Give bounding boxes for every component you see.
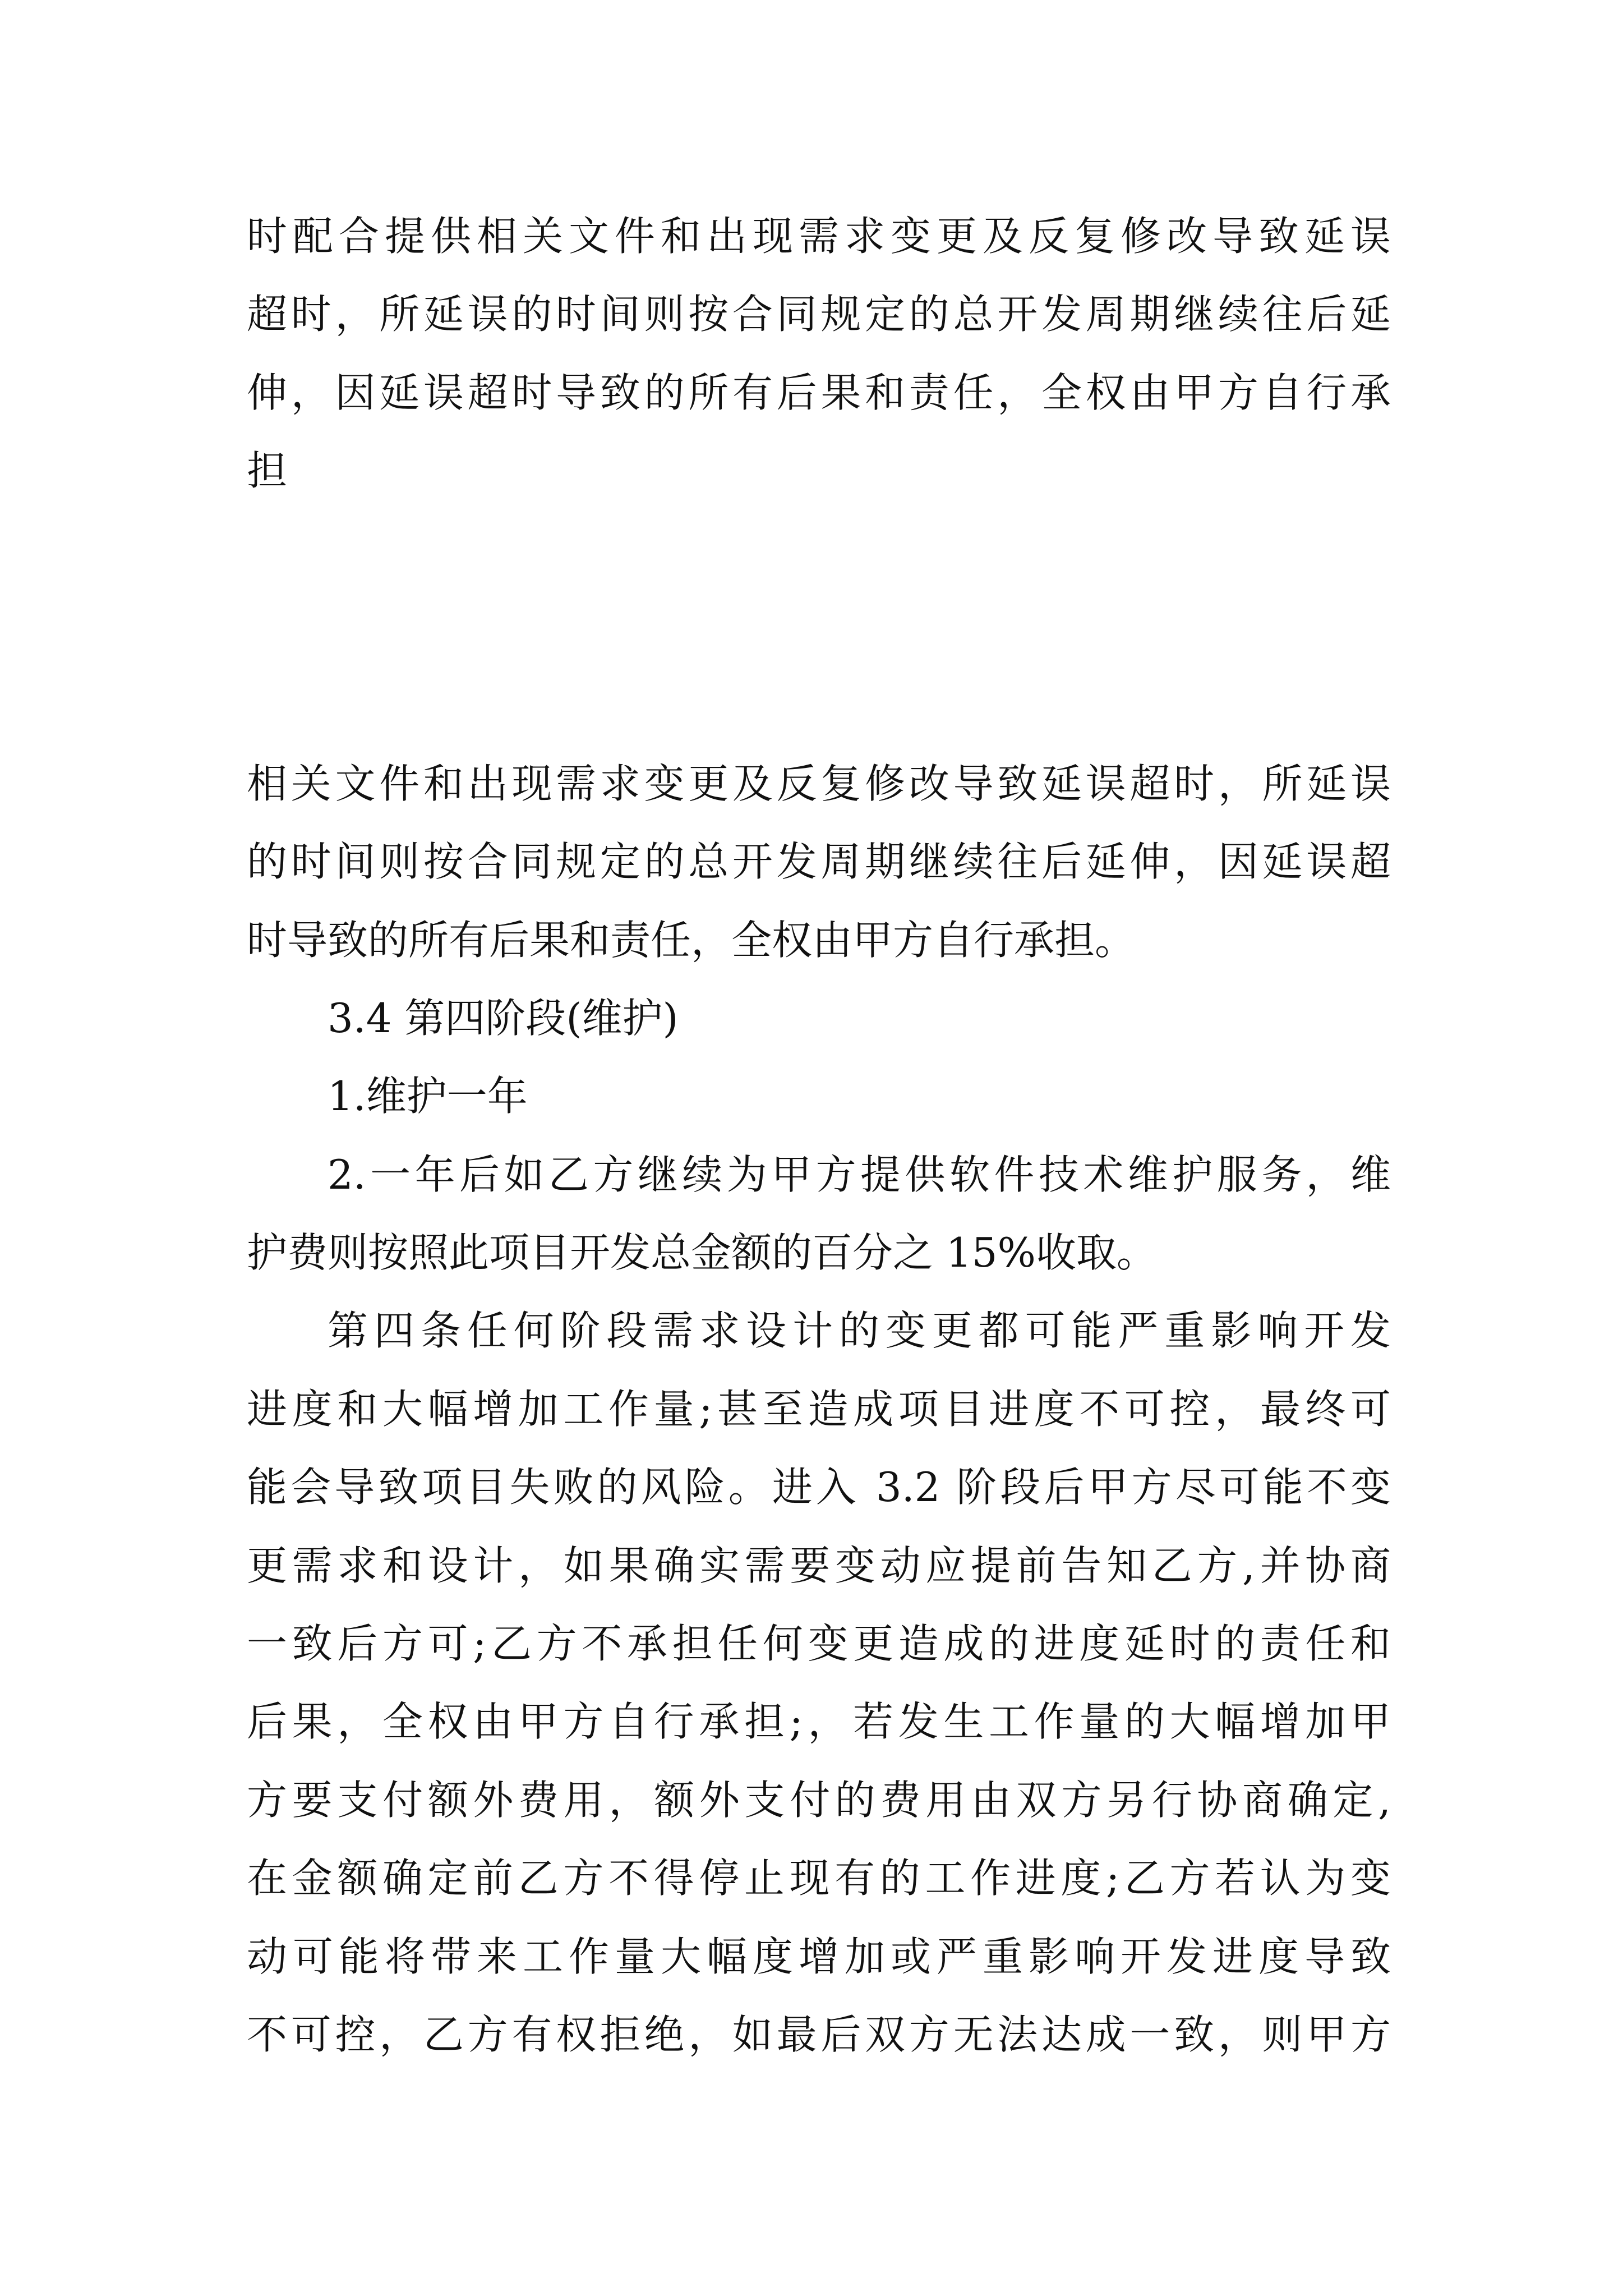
paragraph-line: 不可控，乙方有权拒绝，如最后双方无法达成一致，则甲方 bbox=[247, 2010, 1391, 2058]
paragraph-line: 后果，全权由甲方自行承担;，若发生工作量的大幅增加甲 bbox=[247, 1698, 1391, 1746]
paragraph-line: 动可能将带来工作量大幅度增加或严重影响开发进度导致 bbox=[247, 1932, 1391, 1980]
paragraph-line: 更需求和设计，如果确实需要变动应提前告知乙方,并协商 bbox=[247, 1542, 1391, 1589]
article-4-line: 第四条任何阶段需求设计的变更都可能严重影响开发 bbox=[328, 1307, 1391, 1355]
document-body bbox=[247, 197, 1391, 2074]
paragraph-line: 时导致的所有后果和责任，全权由甲方自行承担。 bbox=[247, 916, 1136, 964]
section-3-3-line bbox=[247, 510, 1391, 588]
paragraph-line: 相关文件和出现需求变更及反复修改导致延误超时，所延误 bbox=[247, 760, 1391, 807]
list-item: 1.维护一年 bbox=[328, 1073, 528, 1120]
paragraph-line: 一致后方可;乙方不承担任何变更造成的进度延时的责任和 bbox=[247, 1620, 1391, 1668]
paragraph-line: 担 bbox=[247, 447, 288, 495]
paragraph-line: 的时间则按合同规定的总开发周期继续往后延伸，因延误超 bbox=[247, 838, 1391, 886]
paragraph-line: 伸，因延误超时导致的所有后果和责任，全权由甲方自行承 bbox=[247, 369, 1391, 416]
paragraph-line: 进度和大幅增加工作量;甚至造成项目进度不可控，最终可 bbox=[247, 1385, 1391, 1433]
list-item: 2.一年后如乙方继续为甲方提供软件技术维护服务，维 bbox=[328, 1151, 1391, 1198]
paragraph-line: 时配合提供相关文件和出现需求变更及反复修改导致延误 bbox=[247, 213, 1391, 260]
acceptance-line bbox=[247, 588, 1391, 666]
paragraph-line: 能会导致项目失败的风险。进入 3.2 阶段后甲方尽可能不变 bbox=[247, 1464, 1391, 1511]
section-3-4-heading: 3.4 第四阶段(维护) bbox=[328, 994, 679, 1042]
paragraph-line: 在金额确定前乙方不得停止现有的工作进度;乙方若认为变 bbox=[247, 1855, 1391, 1902]
paragraph-line: 超时，所延误的时间则按合同规定的总开发周期继续往后延 bbox=[247, 291, 1391, 338]
paragraph-line: 方要支付额外费用，额外支付的费用由双方另行协商确定, bbox=[247, 1776, 1391, 1824]
delivery-date-line bbox=[247, 666, 1391, 744]
paragraph-line: 护费则按照此项目开发总金额的百分之 15%收取。 bbox=[247, 1229, 1157, 1277]
